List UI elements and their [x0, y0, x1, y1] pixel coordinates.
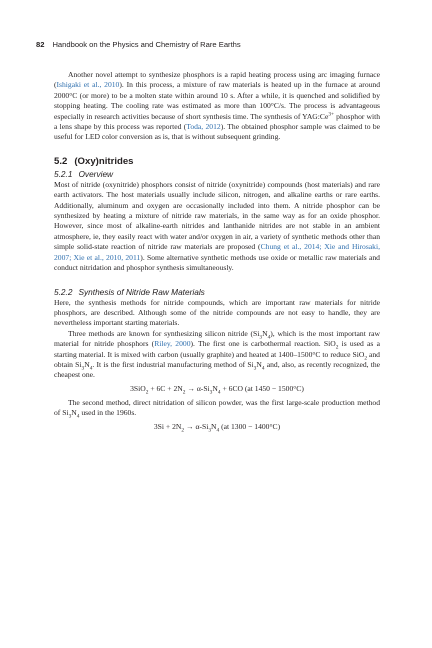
text-run: phosphor with a lens shape by this process was reported ( — [54, 111, 380, 132]
eq-term: (at 1300 − 1400°C) — [219, 421, 281, 431]
page-number: 82 — [36, 40, 45, 49]
subscript: 3 — [259, 334, 263, 341]
spacer — [54, 143, 380, 155]
second-method-paragraph — [54, 398, 380, 419]
text-run: N — [71, 408, 77, 418]
text-run: Three methods are known for synthesizing silicon nitride (Si — [68, 328, 260, 338]
subscript: 3 — [68, 413, 72, 420]
subscript: 2 — [182, 389, 186, 396]
text-run: ). In this process, a mixture of raw materials is heated up in the furnace at around 2000°C (or more) to be a molten state within around 10 s. After a while, it is quenched and solidified by stopping heating. The cooling rate was estimated as more than 100°C/s. The process is advantageous especially in research activities because of short synthesis time. The synthesis of YAG:Ce — [54, 80, 381, 121]
subscript: 4 — [216, 427, 220, 434]
subscript: 4 — [267, 334, 271, 341]
text-run: and, also, as recently recognized, the cheapest one. — [54, 359, 380, 380]
text-run: . It is the first industrial manufacturing method of Si — [92, 359, 254, 369]
eq-term: → α-Si — [184, 421, 209, 431]
spacer — [54, 274, 380, 286]
subscript: 3 — [253, 365, 257, 372]
eq-term: → α-Si — [185, 383, 210, 393]
text-run: is used as a starting material. It is mixed with carbon (usually graphite) and heated at 1400–1500°C to reduce SiO — [54, 339, 380, 359]
subscript: 2 — [335, 344, 339, 351]
subscript: 4 — [89, 365, 93, 372]
page-body — [54, 70, 380, 436]
book-title: Handbook on the Physics and Chemistry of Rare Earths — [52, 40, 241, 49]
eq-term: + 6CO (at 1450 − 1500°C) — [220, 383, 304, 393]
text-run: ). Some alternative synthetic methods use oxide or metallic raw materials and conduct nitridation and phosphor synthesis simultaneously. — [54, 252, 380, 273]
citation-link[interactable]: Riley, 2000 — [154, 339, 191, 349]
subscript: 4 — [217, 389, 221, 396]
text-run: The second method, direct nitridation of silicon powder, was the first large-scale production method of Si — [54, 397, 380, 418]
text-run: ), which is the most important raw material for nitride phosphors ( — [54, 328, 380, 349]
subsection-number: 5.2.1 — [54, 168, 73, 179]
text-run: N — [256, 359, 262, 369]
citation-link[interactable]: Toda, 2012 — [186, 122, 221, 132]
subscript: 3 — [81, 365, 85, 372]
text-run: ). The obtained phosphor sample was claimed to be useful for LED color conversion as is, that is without subsequent grinding. — [54, 122, 381, 142]
eq-term: 3Si + 2N — [153, 421, 182, 431]
superscript: 3+ — [328, 111, 335, 118]
text-run: N — [84, 359, 90, 369]
subscript: 2 — [145, 389, 149, 396]
overview-paragraph — [54, 180, 380, 274]
citation-link[interactable]: Ishigaki et al., 2010 — [56, 80, 120, 90]
text-run: Most of nitride (oxynitride) phosphors consist of nitride (oxynitride) compounds (host materials) and rare earth activators. The host materials usually include silicon, nitrogen, and alkaline earths or rare earths. Additionally, aluminum and oxygen are occasionally included into them. A nitride phosphor can be synthesized by heating a mixture of nitride raw materials, in the same way as for an oxide phosphor. However, since most of alkaline-earth nitrides and lanthanide nitrides are not stable in an ambient atmosphere, ie, they easily react with water and/or oxygen in air, a variety of synthetic methods other than simple solid-state reaction of nitride raw materials are proposed ( — [54, 179, 380, 252]
subsection-heading-synthesis — [54, 286, 380, 298]
equation-carbothermal — [54, 383, 380, 395]
subsection-title: Overview — [78, 168, 114, 179]
eq-term: + 6C + 2N — [148, 383, 183, 393]
eq-term: N — [212, 383, 218, 393]
section-heading — [54, 155, 380, 168]
text-run: ). The first one is carbothermal reaction. SiO — [190, 339, 336, 349]
eq-term: N — [211, 421, 217, 431]
section-number: 5.2 — [54, 155, 68, 167]
subscript: 4 — [76, 413, 80, 420]
citation-link[interactable]: Chung et al., 2014; Xie and Hirosaki, 2007; Xie et al., 2010, 2011 — [54, 242, 380, 262]
subsection-heading-overview — [54, 168, 380, 180]
text-run: and obtain Si — [54, 349, 380, 369]
equation-direct-nitridation — [54, 421, 380, 433]
subscript: 3 — [208, 427, 212, 434]
subsection-title: Synthesis of Nitride Raw Materials — [78, 286, 205, 297]
text-run: used in the 1960s. — [79, 408, 137, 418]
text-run: Another novel attempt to synthesize phosphors is a rapid heating process using arc imaging furnace ( — [54, 70, 380, 90]
running-head — [36, 40, 396, 50]
subscript: 2 — [364, 355, 368, 362]
subscript: 3 — [209, 389, 213, 396]
text-run: N — [262, 328, 268, 338]
eq-term: 3SiO — [130, 383, 146, 393]
synthesis-intro-paragraph: Here, the synthesis methods for nitride compounds, which are important raw materials for nitride phosphors, are described. Although some of the nitride compounds are not easy to handle, they are nevertheless important starting materials. — [54, 297, 380, 328]
methods-paragraph — [54, 329, 380, 381]
subscript: 4 — [261, 365, 265, 372]
subscript: 2 — [181, 427, 185, 434]
subsection-number: 5.2.2 — [54, 286, 73, 297]
section-title: (Oxy)nitrides — [74, 155, 134, 167]
intro-paragraph — [54, 70, 380, 143]
